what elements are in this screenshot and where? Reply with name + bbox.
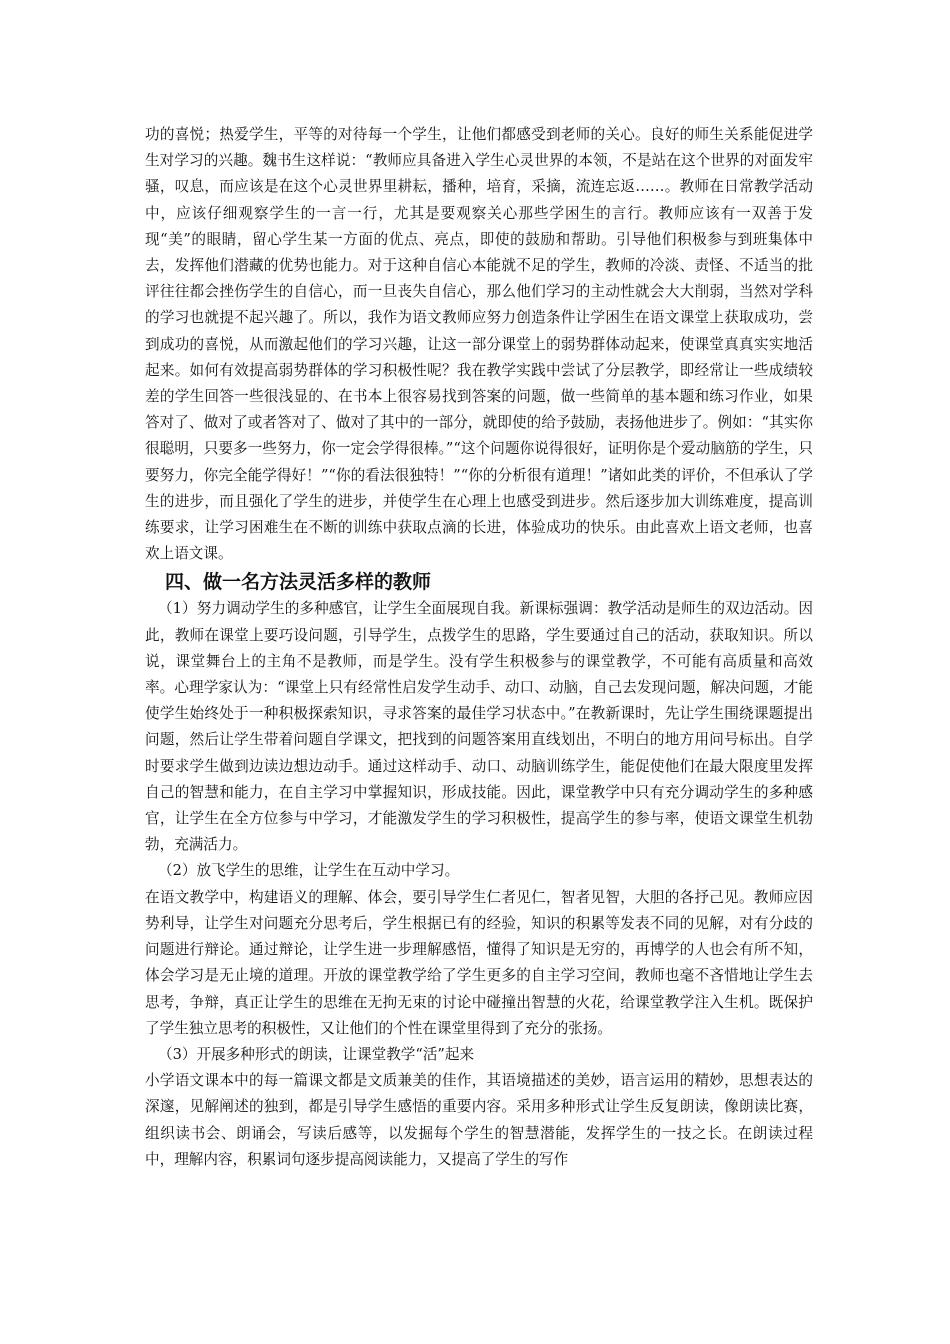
subheading: （2）放飞学生的思维，让学生在互动中学习。 [158,862,460,880]
body-paragraph: （1）努力调动学生的多种感官，让学生全面展现自我。新课标强调：教学活动是师生的双边活动。因此，教师在课堂上要巧设问题，引导学生，点拨学生的思路，学生要通过自己的活动，获取知识。所以说，课堂舞台上的主角不是教师，而是学生。没有学生积极参与的课堂教学，不可能有高质量和高效率。心理学家认为：“课堂上只有经常性启发学生动手、动口、动脑，自己去发现问题，解决问题，才能使学生始终处于一种积极探索知识，寻求答案的最佳学习状态中。”在教新课时，先让学生围绕课题提出问题，然后让学生带着问题自学课文，把找到的问题答案用直线划出，不明白的地方用问号标出。自学时要求学生做到边读边想边动手。通过这样动手、动口、动脑训练学生，能促使他们在最大限度里发挥自己的智慧和能力，在自主学习中掌握知识，形成技能。因此，课堂教学中只有充分调动学生的多种感官，让学生在全方位参与中学习，才能激发学生的学习积极性，提高学生的参与率，使语文课堂生机勃勃，充满活力。 [145,600,813,854]
body-paragraph: 功的喜悦；热爱学生，平等的对待每一个学生，让他们都感受到老师的关心。良好的师生关系能促进学生对学习的兴趣。魏书生这样说：“教师应具备进入学生心灵世界的本领，不是站在这个世界的对面发牢骚，叹息，而应该是在这个心灵世界里耕耘，播种，培育，采摘，流连忘返……。教师在日常教学活动中，应该仔细观察学生的一言一行，尤其是要观察关心那些学困生的言行。教师应该有一双善于发现“美”的眼睛，留心学生某一方面的优点、亮点，即使的鼓励和帮助。引导他们积极参与到班集体中去，发挥他们潜藏的优势也能力。对于这种自信心本能就不足的学生，教师的冷淡、责怪、不适当的批评往往都会挫伤学生的自信心，而一旦丧失自信心，那么他们学习的主动性就会大大削弱，当然对学科的学习也就提不起兴趣了。所以，我作为语文教师应努力创造条件让学困生在语文课堂上获取成功，尝到成功的喜悦，从而激起他们的学习兴趣，让这一部分课堂上的弱势群体动起来，使课堂真真实实地活起来。如何有效提高弱势群体的学习积极性呢？我在教学实践中尝试了分层教学，即经常让一些成绩较差的学生回答一些很浅显的、在书本上很容易找到答案的问题，做一些简单的基本题和练习作业，如果答对了、做对了或者答对了、做对了其中的一部分，就即使的给予鼓励，表扬他进步了。例如：“其实你很聪明，只要多一些努力，你一定会学得很棒。”“这个问题你说得很好，证明你是个爱动脑筋的学生，只要努力，你完全能学得好！”“你的看法很独特！”“你的分析很有道理！”诸如此类的评价，不但承认了学生的进步，而且强化了学生的进步，并使学生在心理上也感受到进步。然后逐步加大训练难度，提高训练要求，让学习困难生在不断的训练中获取点滴的长进，体验成功的快乐。由此喜欢上语文老师，也喜欢上语文课。 [145,126,813,563]
subheading: （3）开展多种形式的朗读，让课堂教学“活”起来 [158,1045,475,1063]
body-paragraph: 在语文教学中，构建语义的理解、体会，要引导学生仁者见仁，智者见智，大胆的各抒己见。教师应因势利导，让学生对问题充分思考后，学生根据已有的经验，知识的积累等发表不同的见解，对有分歧的问题进行辩论。通过辩论，让学生进一步理解感悟，懂得了知识是无穷的，再博学的人也会有所不知，体会学习是无止境的道理。开放的课堂教学给了学生更多的自主学习空间，教师也毫不吝惜地让学生去思考，争辩，真正让学生的思维在无拘无束的讨论中碰撞出智慧的火花，给课堂教学注入生机。既保护了学生独立思考的积极性，又让他们的个性在课堂里得到了充分的张扬。 [145,888,813,1037]
document-page [145,122,813,1173]
section-heading: 四、做一名方法灵活多样的教师 [165,571,432,594]
body-paragraph: 小学语文课本中的每一篇课文都是文质兼美的佳作，其语境描述的美妙，语言运用的精妙，思想表达的深邃，见解阐述的独到，都是引导学生感悟的重要内容。采用多种形式让学生反复朗读，像朗读比赛，组织读书会、朗诵会，写读后感等，以发掘每个学生的智慧潜能，发挥学生的一技之长。在朗读过程中，理解内容，积累词句逐步提高阅读能力，又提高了学生的写作 [145,1072,813,1168]
